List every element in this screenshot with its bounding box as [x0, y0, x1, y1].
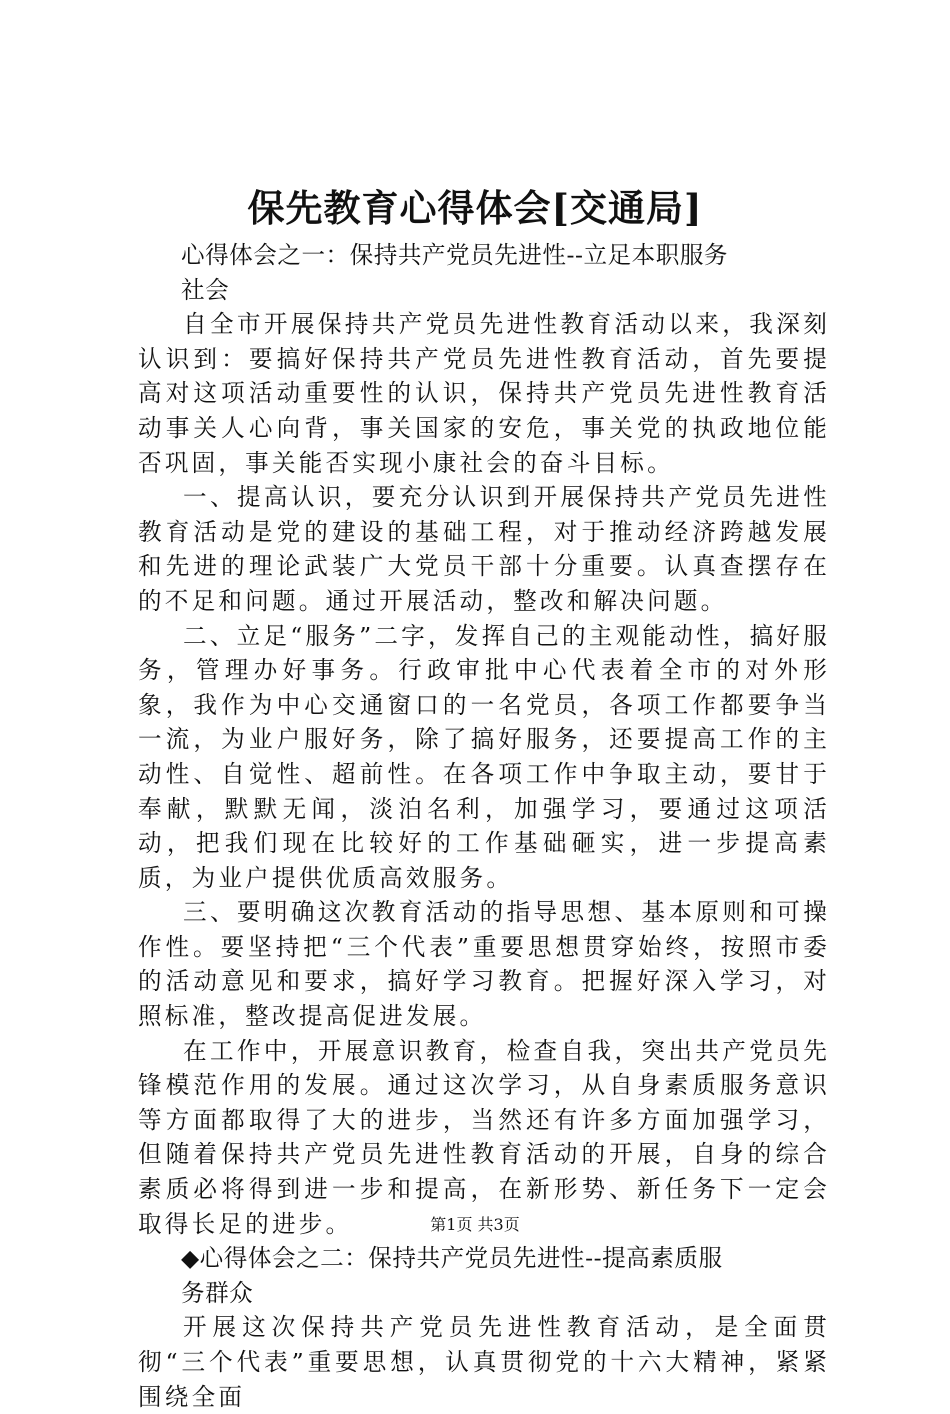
paragraph: 自全市开展保持共产党员先进性教育活动以来，我深刻认识到：要搞好保持共产党员先进性教育活动，首先要提高对这项活动重要性的认识，保持共产党员先进性教育活动事关人心向背，事关国家的安危，事关党的执政地位能否巩固，事关能否实现小康社会的奋斗目标。 — [138, 310, 830, 477]
paragraph: 开展这次保持共产党员先进性教育活动，是全面贯彻“三个代表”重要思想，认真贯彻党的十六大精神，紧紧围绕全面 — [138, 1313, 830, 1411]
paragraph: 二、立足“服务”二字，发挥自己的主观能动性，搞好服务，管理办好事务。行政审批中心代表着全市的对外形象，我作为中心交通窗口的一名党员，各项工作都要争当一流，为业户服好务，除了搞好服务，还要提高工作的主动性、自觉性、超前性。在各项工作中争取主动，要甘于奉献，默默无闻，淡泊名利，加强学习，要通过这项活动，把我们现在比较好的工作基础砸实，进一步提高素质，为业户提供优质高效服务。 — [138, 621, 830, 892]
page-number: 第1页 共3页 — [430, 1215, 520, 1234]
document-title: 保先教育心得体会[交通局] — [247, 186, 703, 230]
paragraph: 在工作中，开展意识教育，检查自我，突出共产党员先锋模范作用的发展。通过这次学习，从自身素质服务意识等方面都取得了大的进步，当然还有许多方面加强学习，但随着保持共产党员先进性教育活动的开展，自身的综合素质必将得到进一步和提高，在新形势、新任务下一定会取得长足的进步。 — [138, 1036, 830, 1238]
paragraph: 三、要明确这次教育活动的指导思想、基本原则和可操作性。要坚持把“三个代表”重要思想贯穿始终，按照市委的活动意见和要求，搞好学习教育。把握好深入学习，对照标准，整改提高促进发展。 — [138, 898, 830, 1031]
paragraph: 一、提高认识，要充分认识到开展保持共产党员先进性教育活动是党的建设的基础工程，对于推动经济跨越发展和先进的理论武装广大党员干部十分重要。认真查摆存在的不足和问题。通过开展活动，整改和解决问题。 — [138, 483, 830, 615]
document-body — [138, 238, 830, 1414]
subheading-2: ◆心得体会之二：保持共产党员先进性--提高素质服务群众 — [181, 1244, 723, 1307]
subheading-1: 心得体会之一：保持共产党员先进性--立足本职服务社会 — [181, 241, 729, 304]
